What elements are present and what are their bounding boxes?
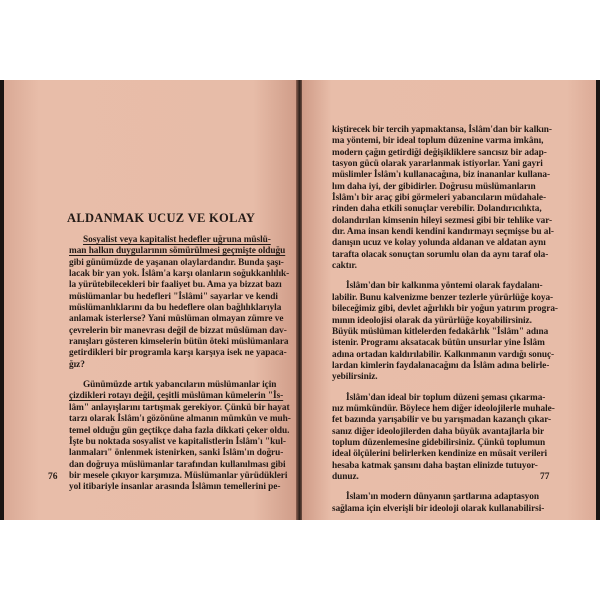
text-line: adına ortadan kaldırılabilir. Kalkınmanın vardığı sonuç- — [332, 349, 555, 360]
text-line: çizdikleri rotayı değil, çeşitli müslüman kümelerin "İs- — [69, 391, 284, 402]
text-line: mının ideolojisi olarak da yürürlüğe koyabilirsiniz. — [332, 315, 532, 326]
text-line: İşte bu noktada sosyalist ve kapitalistlerin İslâm'ı "kul- — [69, 436, 286, 447]
text-line: toplum düzenlemesine gidebilirsiniz. Çünkü toplumun — [332, 437, 546, 448]
text-line: labilir. Bunu kalvenizme benzer tezlerle yürürlüğe koya- — [332, 292, 554, 303]
text-line: man halkın duygularının sömürülmesi geçmişte olduğu — [69, 246, 286, 257]
text-line: yol itibariyle insanlar arasında İslâmın temellerini pe- — [69, 482, 281, 493]
text-line: İslam'ın modern dünyanın şartlarına adaptasyon — [346, 492, 539, 503]
text-line: fet bazında yarışabilir ve bu yarışmadan kazançlı çıkar- — [332, 415, 552, 426]
text-line: ma yöntemi, bir ideal toplum düzenine varma imkânı, — [332, 136, 544, 147]
text-line: bir mesele çıkıyor karşımıza. Müslümanlar yürüdükleri — [69, 470, 288, 481]
text-line: nız mümkündür. Böylece hem diğer ideolojilerle muhale- — [332, 403, 555, 414]
text-line: tarafta olacak sonuçtan sorumlu olan da aynı taraf ola- — [332, 249, 549, 260]
left-page-body — [69, 235, 291, 494]
right-page-body — [332, 125, 558, 515]
page-number: 76 — [48, 472, 58, 482]
text-line: gibi günümüzde de yaşanan olaylardandır. Bunda şaşı- — [69, 257, 284, 268]
text-line: lanmaları" önlenmek istenirken, sanki İslâm'ın doğru- — [69, 448, 284, 459]
paragraph-gap — [332, 384, 558, 393]
text-line: tarzı olarak İslâm'ı gözönüne almanın mümkün ve muh- — [69, 414, 291, 425]
text-line: hesaba katmak şansını daha baştan elinizde tutuyor- — [332, 460, 538, 471]
text-line: müslümanlıklarını da bu hedeflere olan bağlılıklarıyla — [69, 303, 282, 314]
text-line: yebilirsiniz. — [332, 372, 378, 383]
text-line: sağlama için elverişli bir ideoloji olarak kullanabilirsi- — [332, 503, 545, 514]
text-line: lâm" anlayışlarını tartışmak gerekiyor. Çünkü bir hayat — [69, 402, 290, 413]
text-line: İslâm'dan bir kalkınma yöntemi olarak faydalanı- — [346, 281, 543, 292]
text-line: Günümüzde artık yabancıların müslümanlar için — [83, 380, 277, 391]
text-line: müslimler İslâm'ı kullanacağına, biz inananlar kullana- — [332, 170, 551, 181]
text-line: temel olduğu gün geçtikçe daha fazla dikkati çeker oldu. — [69, 425, 290, 436]
text-line: tasyon gücü olarak yararlanmak istiyorlar. Yani gayri — [332, 159, 543, 170]
left-page — [4, 80, 297, 520]
right-page — [302, 80, 596, 520]
text-line: danışın ucuz ve kolay yolunda aldanan ve aldatan aynı — [332, 238, 546, 249]
text-line: lacak bir yan yok. İslâm'a karşı olanların soğukkanlılık- — [69, 269, 290, 280]
page-number: 77 — [540, 472, 550, 482]
text-line: İslâm'ı bir araç gibi görmeleri yabancıların müdahale- — [332, 193, 547, 204]
text-line: Sosyalist veya kapitalist hedefler uğruna müslü- — [83, 235, 271, 245]
text-line: ğız? — [69, 359, 85, 370]
paragraph-gap — [332, 483, 558, 492]
chapter-heading: ALDANMAK UCUZ VE KOLAY — [67, 211, 256, 225]
text-line: lım daha iyi, der gibidirler. Doğrusu müslümanların — [332, 181, 536, 192]
text-line: sanız diğer ideolojilerden daha büyük avantajlarla bir — [332, 426, 545, 437]
text-line: la yürütebilecekleri bir faaliyet bu. Ama ya bizzat bazı — [69, 280, 282, 291]
text-line: ranışları gösteren kimselerin bütün öteki müslümanlara — [69, 337, 289, 348]
text-line: dolandırılan kimsenin hileyi sezmesi gibi bir tehlike var- — [332, 215, 552, 226]
text-line: müslümanlar bu hedefleri "İslâmi" sayarlar ve kendi — [69, 291, 278, 302]
text-line: caktır. — [332, 261, 357, 272]
text-line: anlamak isterlerse? Yani müslüman olmayan zümre ve — [69, 314, 284, 325]
text-line: bileceğimiz gibi, devlet ağırlıklı bir yoğun yatırım progra- — [332, 304, 558, 315]
text-line: çevrelerin bir manevrası değil de bizzat müslüman dav- — [69, 325, 287, 336]
text-line: lardan kimlerin faydalanacağını da İslâm adına belirle- — [332, 360, 550, 371]
text-line: dan doğruya müslümanlar tarafından kullanılması gibi — [69, 459, 286, 470]
text-line: dunuz. — [332, 471, 359, 482]
text-line: Büyük müslüman kitlelerden fedakârlık "İslâm" adına — [332, 326, 549, 337]
text-line: kiştirecek bir tercih yapmaktansa, İslâm'dan bir kalkın- — [332, 125, 552, 135]
text-line: rinden daha etkili sonuçlar verebilir. Dolandırıcılıkta, — [332, 204, 542, 215]
text-line: istenir. Programı aksatacak bütün unsurlar yine İslâm — [332, 338, 545, 349]
text-line: modern çağın getirdiği değişikliklere sancısız bir adap- — [332, 147, 547, 158]
book-spread — [0, 80, 600, 520]
text-line: ideal ölçülerini belirlerken kendinize en müsait verileri — [332, 449, 548, 460]
text-line: getirdikleri bir programla karşı karşıya isek ne yapaca- — [69, 348, 287, 359]
text-line: İslâm'dan ideal bir toplum düzeni şeması çıkarma- — [346, 392, 546, 403]
text-line: dır. Ama insan kendi kendini kandırmayı seçmişse bu al- — [332, 227, 554, 238]
paragraph-gap — [69, 371, 291, 380]
